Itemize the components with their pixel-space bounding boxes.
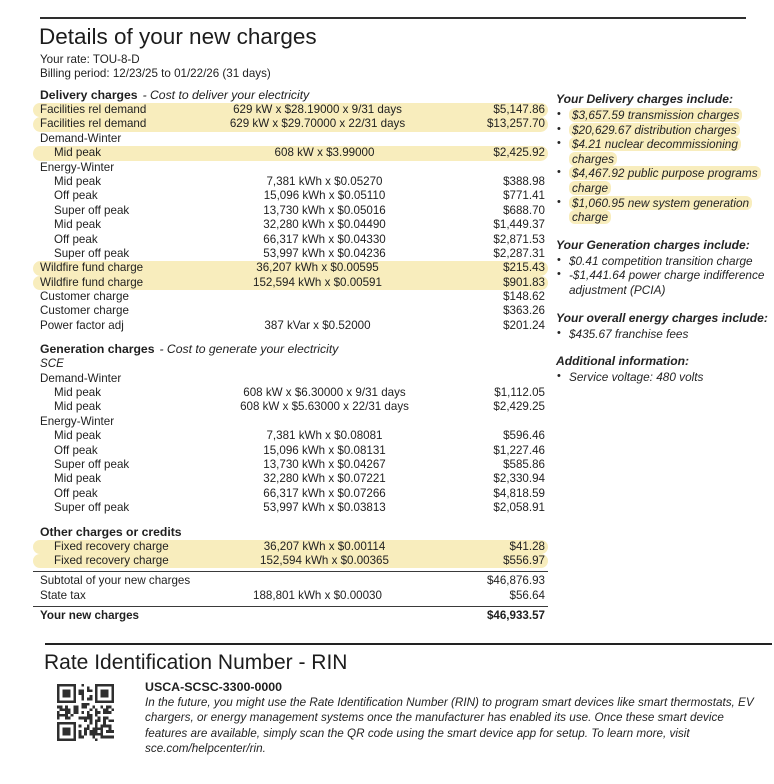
row-amount: $4,818.59 — [493, 486, 545, 500]
table-row — [33, 276, 548, 290]
row-label: Off peak — [54, 486, 98, 500]
table-row — [33, 357, 548, 371]
table-row — [33, 574, 548, 588]
row-amount: $585.86 — [503, 457, 545, 471]
row-amount: $1,449.37 — [493, 218, 545, 232]
row-label: Super off peak — [54, 203, 130, 217]
table-row — [33, 146, 548, 160]
row-calc: 36,207 kWh x $0.00114 — [263, 539, 386, 553]
table-row — [33, 117, 548, 131]
charges-table — [33, 88, 548, 624]
table-row — [33, 444, 548, 458]
rin-description: In the future, you might use the Rate Identification Number (RIN) to program smart devices like smart thermostats, EV chargers, or energy management systems once the manufacturer has enabled its use. Once these smart device features are available, simply scan the QR code using the smart device app for setup. To learn more, visit sce.com/helpcenter/rin. — [145, 696, 754, 755]
row-amount: $46,933.57 — [486, 609, 545, 623]
row-amount: $388.98 — [503, 174, 545, 188]
row-calc: 629 kW x $29.70000 x 22/31 days — [229, 117, 406, 131]
row-calc: 152,594 kWh x $0.00591 — [253, 275, 382, 289]
sidebar-section — [556, 238, 774, 298]
table-row — [33, 386, 548, 400]
table-row — [33, 189, 548, 203]
sidebar-item-text: -$1,441.64 power charge indifference adjustment (PCIA) — [569, 268, 765, 297]
row-label: Demand-Winter — [40, 131, 122, 145]
row-calc: 188,801 kWh x $0.00030 — [253, 588, 382, 602]
row-label: Mid peak — [54, 174, 102, 188]
row-label: Mid peak — [54, 218, 102, 232]
row-label: Energy-Winter — [40, 160, 115, 174]
section-subtitle: - Cost to deliver your electricity — [142, 88, 310, 102]
row-calc: 7,381 kWh x $0.05270 — [266, 174, 383, 188]
row-label: Wildfire fund charge — [40, 275, 144, 289]
table-row — [33, 247, 548, 261]
table-row — [33, 415, 548, 429]
row-calc: 608 kW x $6.30000 x 9/31 days — [243, 386, 406, 400]
page-title: Details of your new charges — [39, 24, 317, 49]
sidebar-item-text: $20,629.67 distribution charges — [569, 123, 740, 137]
row-calc: 152,594 kWh x $0.00365 — [260, 553, 389, 567]
section-title: Delivery charges — [40, 88, 138, 102]
row-calc: 66,317 kWh x $0.04330 — [263, 232, 386, 246]
row-label: Fixed recovery charge — [54, 539, 169, 553]
sidebar-item — [556, 137, 774, 166]
row-label: Mid peak — [54, 429, 102, 443]
sidebar-item-text: $4,467.92 public purpose programs charge — [569, 166, 761, 195]
table-row — [33, 372, 548, 386]
row-amount: $13,257.70 — [486, 117, 545, 131]
sidebar-item-text: $4.21 nuclear decommissioning charges — [569, 137, 741, 166]
row-label: Super off peak — [54, 501, 130, 515]
sidebar-section — [556, 311, 774, 342]
bullet-icon: • — [557, 166, 561, 179]
row-calc: 608 kW x $5.63000 x 22/31 days — [240, 400, 409, 414]
table-row — [33, 487, 548, 501]
sidebar-item — [556, 370, 774, 385]
row-amount: $688.70 — [503, 203, 545, 217]
table-row — [33, 501, 548, 515]
table-row — [33, 554, 548, 568]
row-label: Energy-Winter — [40, 414, 115, 428]
rin-code: USCA-SCSC-3300-0000 — [145, 680, 283, 694]
row-amount: $771.41 — [503, 189, 545, 203]
row-amount: $201.24 — [503, 318, 545, 332]
bullet-icon: • — [557, 137, 561, 150]
sidebar-item — [556, 327, 774, 342]
bullet-icon: • — [557, 268, 561, 281]
table-row — [33, 319, 548, 333]
row-label: Demand-Winter — [40, 371, 122, 385]
sidebar-item — [556, 166, 774, 195]
row-amount: $363.26 — [503, 304, 545, 318]
table-row — [33, 103, 548, 117]
row-calc: 15,096 kWh x $0.08131 — [263, 443, 386, 457]
row-calc: 15,096 kWh x $0.05110 — [263, 189, 386, 203]
row-amount: $148.62 — [503, 290, 545, 304]
rin-divider — [45, 643, 772, 645]
table-row — [33, 609, 548, 623]
row-calc: 13,730 kWh x $0.04267 — [263, 457, 386, 471]
row-amount: $215.43 — [503, 261, 545, 275]
row-label: Fixed recovery charge — [54, 553, 169, 567]
section-title: Other charges or credits — [40, 524, 182, 539]
bullet-icon: • — [557, 253, 561, 266]
row-label: Subtotal of your new charges — [40, 574, 191, 588]
sidebar-item — [556, 254, 774, 269]
section-header — [33, 525, 548, 540]
row-label: Power factor adj — [40, 318, 124, 332]
row-amount: $46,876.93 — [486, 574, 545, 588]
sidebar-item-text: $1,060.95 new system generation charge — [569, 196, 752, 225]
row-amount: $596.46 — [503, 429, 545, 443]
table-divider — [33, 606, 548, 607]
sidebar-item — [556, 123, 774, 138]
bullet-icon: • — [557, 370, 561, 383]
row-calc: 13,730 kWh x $0.05016 — [263, 203, 386, 217]
table-row — [33, 175, 548, 189]
sidebar-item — [556, 268, 774, 297]
sidebar-section — [556, 354, 774, 385]
row-label: Off peak — [54, 443, 98, 457]
row-calc: 32,280 kWh x $0.07221 — [263, 472, 386, 486]
row-amount: $41.28 — [509, 539, 545, 553]
sidebar-heading: Your overall energy charges include: — [556, 310, 768, 325]
table-row — [33, 429, 548, 443]
table-row — [33, 233, 548, 247]
billing-period-line: Billing period: 12/23/25 to 01/22/26 (31 days) — [40, 67, 271, 80]
rin-heading: Rate Identification Number - RIN — [44, 651, 348, 674]
rate-line: Your rate: TOU-8-D — [40, 53, 140, 66]
sidebar-item — [556, 196, 774, 225]
row-calc: 36,207 kWh x $0.00595 — [256, 261, 379, 275]
row-amount: $2,871.53 — [493, 232, 545, 246]
bullet-icon: • — [557, 122, 561, 135]
top-divider — [40, 17, 746, 19]
row-calc: 66,317 kWh x $0.07266 — [263, 486, 386, 500]
table-row — [33, 161, 548, 175]
table-row — [33, 458, 548, 472]
row-label: Off peak — [54, 189, 98, 203]
table-row — [33, 218, 548, 232]
row-amount: $2,429.25 — [493, 400, 545, 414]
section-header — [33, 88, 548, 103]
table-row — [33, 204, 548, 218]
table-row — [33, 589, 548, 603]
row-calc: 387 kVar x $0.52000 — [264, 318, 371, 332]
sidebar-heading: Your Generation charges include: — [556, 237, 750, 252]
sidebar-item-text: $3,657.59 transmission charges — [569, 108, 742, 122]
row-label: Customer charge — [40, 290, 129, 304]
row-label: Super off peak — [54, 246, 130, 260]
bullet-icon: • — [557, 195, 561, 208]
table-row — [33, 540, 548, 554]
row-amount: $1,227.46 — [493, 443, 545, 457]
table-row — [33, 472, 548, 486]
charges-summary-sidebar — [556, 92, 774, 398]
bullet-icon: • — [557, 326, 561, 339]
row-label: Facilities rel demand — [40, 103, 147, 116]
row-amount: $2,330.94 — [493, 472, 545, 486]
row-label: Wildfire fund charge — [40, 261, 144, 275]
row-amount: $1,112.05 — [494, 386, 545, 400]
row-amount: $901.83 — [503, 275, 545, 289]
section-title: Generation charges — [40, 342, 155, 357]
section-subtitle: - Cost to generate your electricity — [159, 342, 339, 357]
section-header — [33, 342, 548, 357]
bullet-icon: • — [557, 108, 561, 120]
table-divider — [33, 571, 548, 572]
sidebar-heading: Your Delivery charges include: — [556, 92, 733, 106]
row-label: Super off peak — [54, 457, 130, 471]
table-row — [33, 132, 548, 146]
sidebar-section — [556, 92, 774, 225]
row-label: Off peak — [54, 232, 98, 246]
row-calc: 53,997 kWh x $0.04236 — [263, 246, 386, 260]
sidebar-item-text: Service voltage: 480 volts — [569, 370, 704, 385]
row-amount: $2,287.31 — [493, 246, 545, 260]
row-amount: $56.64 — [509, 588, 545, 602]
row-amount: $5,147.86 — [493, 103, 545, 116]
row-calc: 32,280 kWh x $0.04490 — [263, 218, 386, 232]
sidebar-item-text: $435.67 franchise fees — [569, 326, 689, 341]
table-row — [33, 261, 548, 275]
row-calc: 7,381 kWh x $0.08081 — [266, 429, 383, 443]
row-amount: $2,425.92 — [493, 146, 545, 160]
row-calc: 53,997 kWh x $0.03813 — [263, 501, 386, 515]
sidebar-item — [556, 108, 774, 123]
row-label: Mid peak — [54, 146, 102, 160]
row-label: State tax — [40, 588, 86, 602]
row-label: Facilities rel demand — [40, 117, 147, 131]
row-label: Mid peak — [54, 386, 102, 400]
table-row — [33, 290, 548, 304]
row-label: Customer charge — [40, 304, 129, 318]
table-row — [33, 304, 548, 318]
qr-code-icon — [57, 684, 114, 741]
row-amount: $556.97 — [503, 553, 545, 567]
row-amount: $2,058.91 — [493, 501, 545, 515]
table-row — [33, 400, 548, 414]
sidebar-heading: Additional information: — [556, 354, 690, 369]
row-label: Mid peak — [54, 472, 102, 486]
sidebar-item-text: $0.41 competition transition charge — [569, 253, 753, 268]
row-label: Your new charges — [40, 609, 140, 623]
row-label: Mid peak — [54, 400, 102, 414]
row-calc: 608 kW x $3.99000 — [274, 146, 375, 160]
row-label: SCE — [40, 357, 64, 371]
row-calc: 629 kW x $28.19000 x 9/31 days — [233, 103, 402, 116]
